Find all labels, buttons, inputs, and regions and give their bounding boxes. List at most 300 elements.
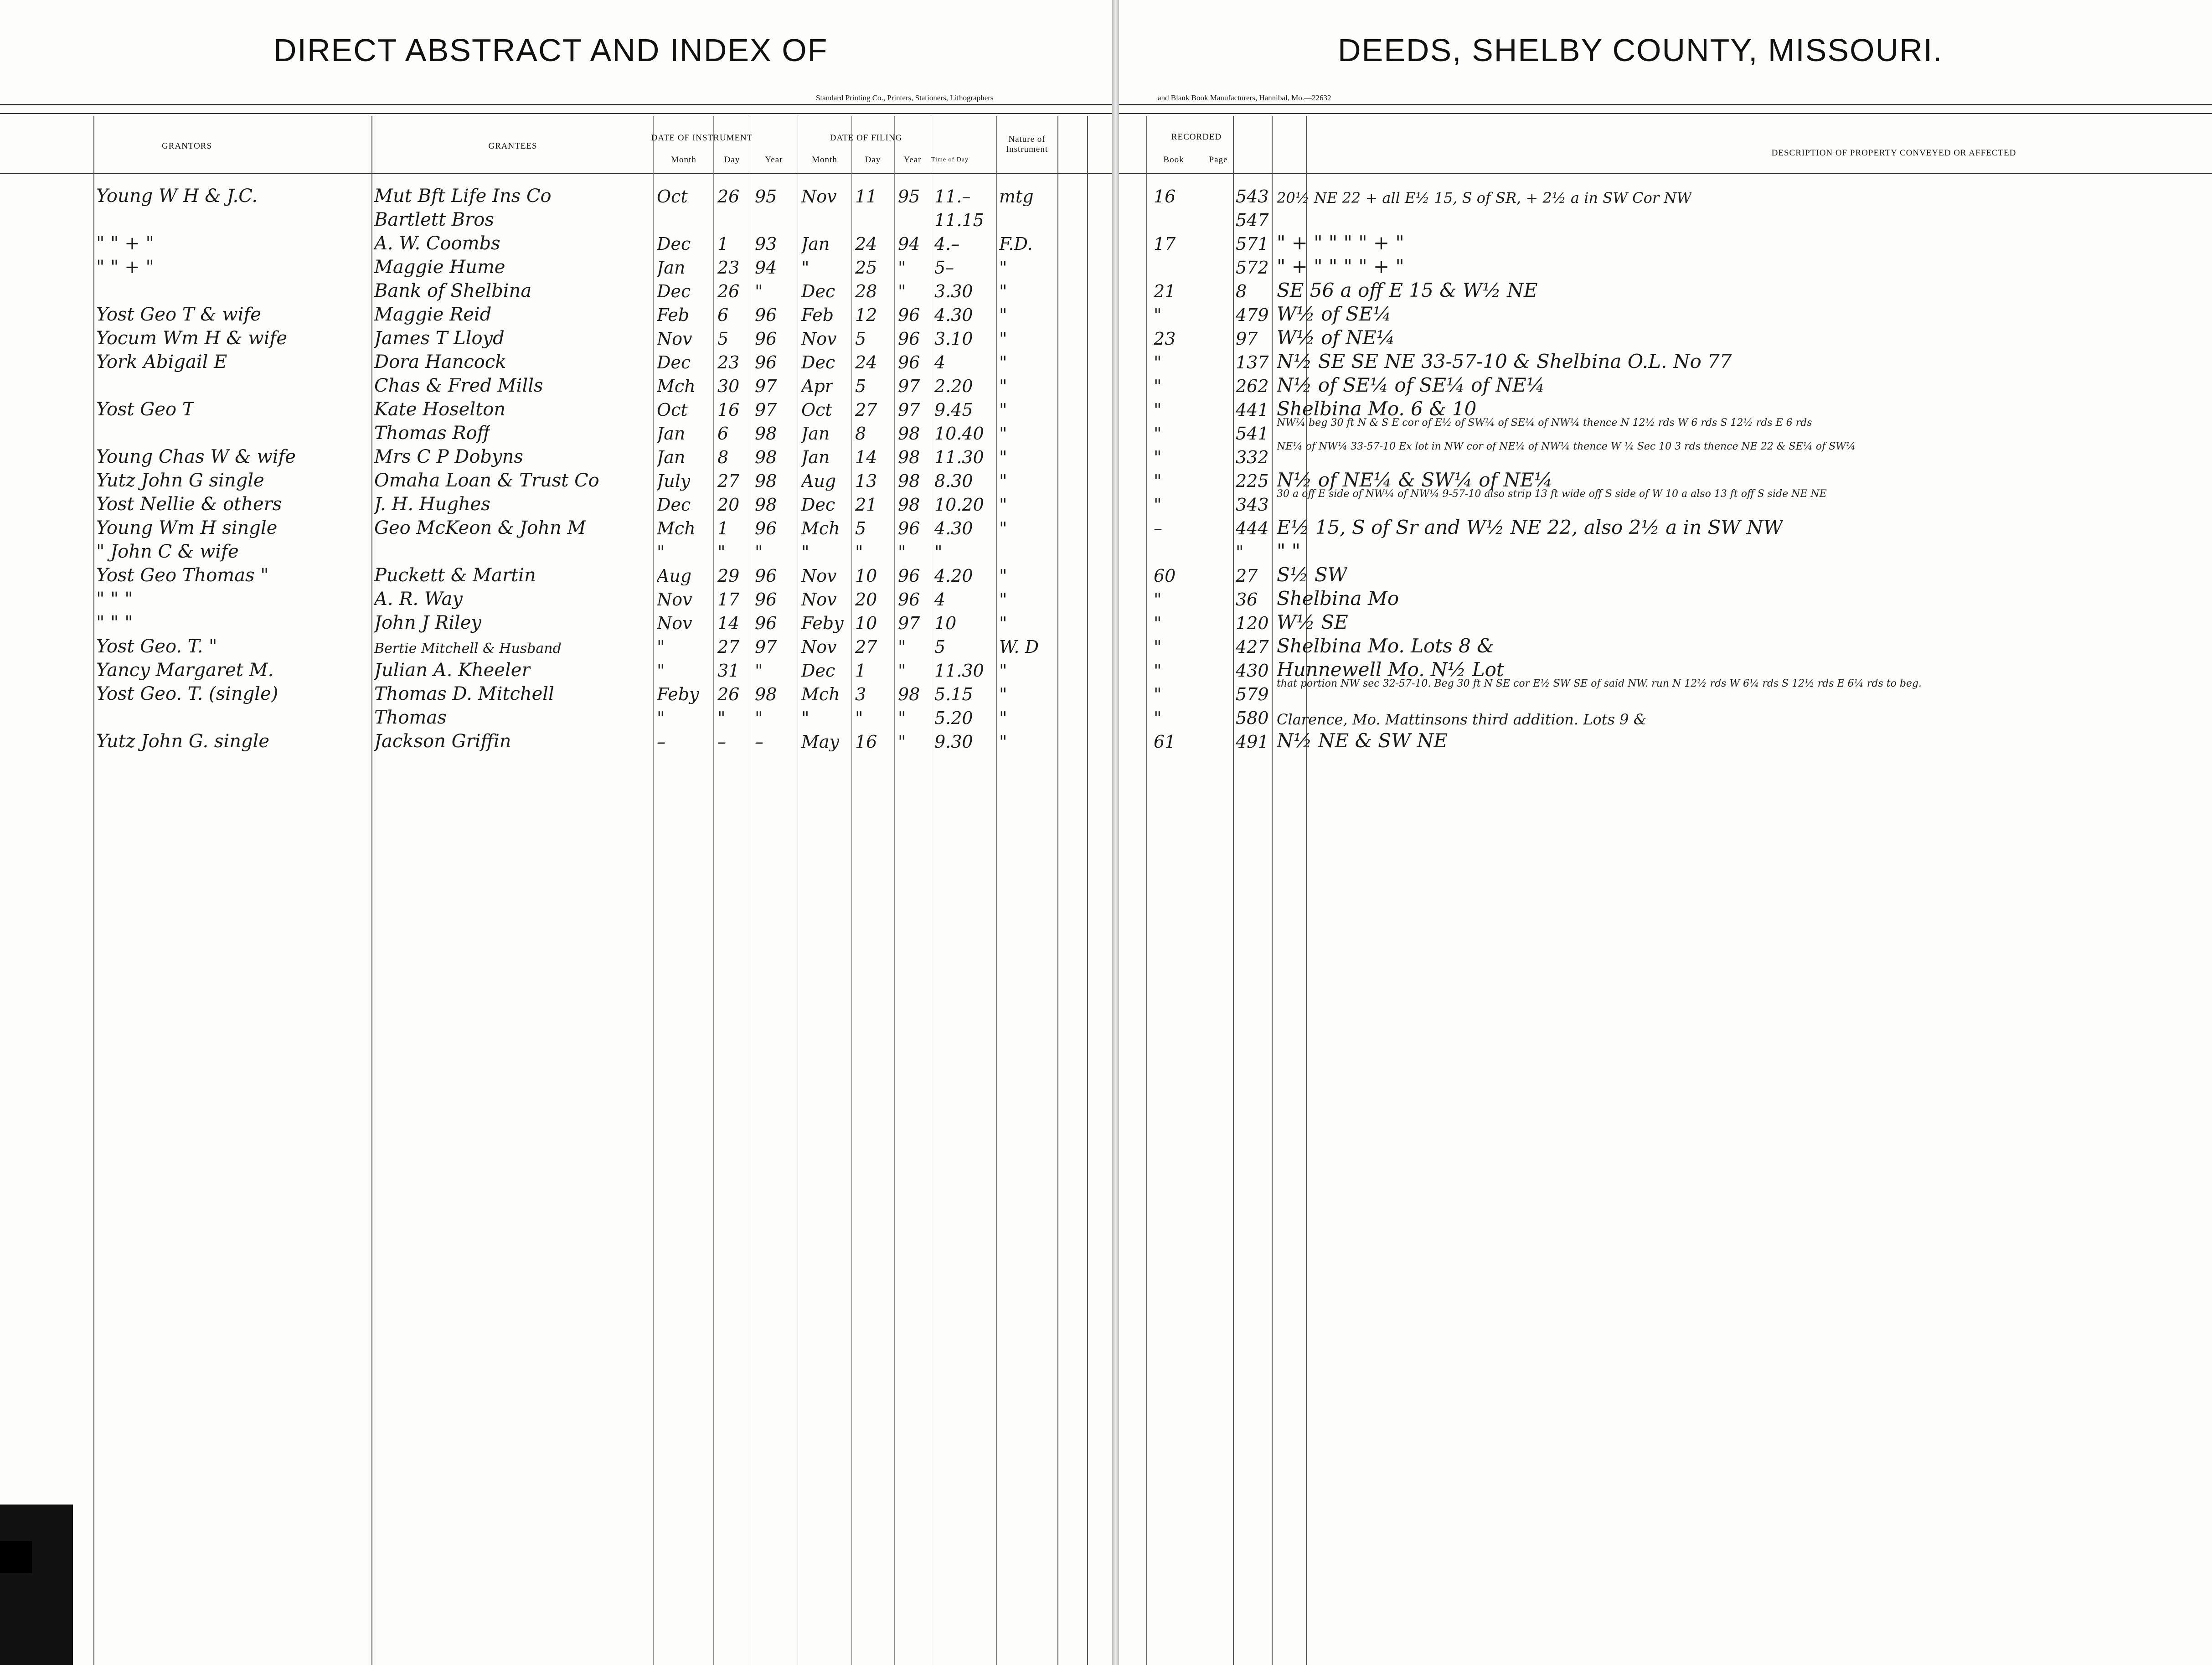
entry-im-cell: Feby bbox=[657, 685, 699, 704]
column-header-page: Page bbox=[1209, 155, 1228, 165]
entry-nat-cell: " bbox=[999, 400, 1007, 419]
entry-fd-cell: 1 bbox=[855, 661, 866, 680]
entry-grantee-cell: A. R. Way bbox=[374, 589, 463, 609]
entry-pg-cell: 427 bbox=[1236, 637, 1269, 657]
entry-grantor-cell: Yutz John G single bbox=[96, 471, 264, 491]
entry-fm-cell: Jan bbox=[801, 234, 830, 253]
entry-grantee-cell: James T Lloyd bbox=[374, 328, 505, 348]
entry-nat-cell: " bbox=[999, 661, 1007, 680]
entry-nat-cell: " bbox=[999, 424, 1007, 443]
entry-fd-cell: 12 bbox=[855, 305, 877, 325]
right-page-title: DEEDS, SHELBY COUNTY, MISSOURI. bbox=[1338, 32, 1943, 68]
entry-im-cell: Dec bbox=[657, 495, 691, 514]
entry-fy-cell: " bbox=[898, 708, 906, 728]
entry-pg-cell: 571 bbox=[1236, 234, 1269, 253]
entry-im-cell: " bbox=[657, 637, 665, 657]
entry-id-cell: 26 bbox=[717, 282, 740, 301]
entry-fd-cell: 24 bbox=[855, 234, 877, 253]
entry-pg-cell: 547 bbox=[1236, 211, 1269, 230]
entry-nat-cell: " bbox=[999, 590, 1007, 609]
entry-iy-cell: 98 bbox=[755, 448, 777, 467]
entry-iy-cell: " bbox=[755, 661, 763, 680]
entry-bk-cell: 60 bbox=[1154, 566, 1176, 585]
entry-pg-cell: 262 bbox=[1236, 377, 1269, 396]
entry-nat-cell: " bbox=[999, 258, 1007, 277]
entry-id-cell: 29 bbox=[717, 566, 740, 585]
entry-grantee-cell: Mut Bft Life Ins Co bbox=[374, 186, 552, 206]
column-rule bbox=[653, 116, 654, 1665]
entry-im-cell: Dec bbox=[657, 282, 691, 301]
entry-grantee-cell: Bartlett Bros bbox=[374, 210, 494, 230]
entry-fm-cell: Mch bbox=[801, 519, 840, 538]
entry-fm-cell: Mch bbox=[801, 685, 840, 704]
entry-fm-cell: " bbox=[801, 258, 810, 277]
column-header-year: Year bbox=[765, 155, 783, 165]
entry-pg-cell: 137 bbox=[1236, 353, 1269, 372]
entry-bk-cell: 17 bbox=[1154, 234, 1176, 253]
entry-id-cell: 1 bbox=[717, 234, 729, 253]
entry-bk-cell: " bbox=[1154, 685, 1162, 704]
column-rule bbox=[1087, 116, 1088, 1665]
entry-iy-cell: 96 bbox=[755, 305, 777, 325]
entry-im-cell: – bbox=[657, 732, 665, 751]
entry-t-cell: 3.10 bbox=[934, 329, 973, 348]
entry-im-cell: Jan bbox=[657, 258, 686, 277]
entry-im-cell: Oct bbox=[657, 187, 688, 206]
entry-pg-cell: 441 bbox=[1236, 400, 1269, 419]
entry-iy-cell: 97 bbox=[755, 400, 777, 419]
entry-nat-cell: " bbox=[999, 732, 1007, 751]
column-header-date-instrument: DATE OF INSTRUMENT bbox=[651, 133, 753, 143]
entry-bk-cell: " bbox=[1154, 305, 1162, 325]
entry-grantor-cell: Young W H & J.C. bbox=[96, 186, 258, 206]
entry-grantee-cell: Bertie Mitchell & Husband bbox=[374, 641, 562, 657]
entry-desc-cell: N½ of NE¼ & SW¼ of NE¼ bbox=[1277, 470, 1553, 491]
entry-iy-cell: 96 bbox=[755, 590, 777, 609]
entry-iy-cell: 98 bbox=[755, 471, 777, 491]
entry-iy-cell: " bbox=[755, 282, 763, 301]
entry-fm-cell: Dec bbox=[801, 282, 835, 301]
entry-fm-cell: Dec bbox=[801, 353, 835, 372]
entry-grantor-cell: Yost Nellie & others bbox=[96, 494, 282, 514]
entry-fd-cell: 14 bbox=[855, 448, 877, 467]
entry-fd-cell: 24 bbox=[855, 353, 877, 372]
entry-bk-cell: " bbox=[1154, 708, 1162, 728]
entry-grantor-cell: Yost Geo. T. " bbox=[96, 636, 217, 657]
right-imprint: and Blank Book Manufacturers, Hannibal, Mo.—22632 bbox=[1158, 93, 1331, 102]
entry-desc-cell: NE¼ of NW¼ 33-57-10 Ex lot in NW cor of NE¼ of NW¼ thence W ¼ Sec 10 3 rds thence NE 22 & SE¼ of SW¼ bbox=[1277, 441, 1856, 452]
entry-fy-cell: " bbox=[898, 258, 906, 277]
entry-im-cell: Mch bbox=[657, 519, 696, 538]
entry-fd-cell: 5 bbox=[855, 519, 866, 538]
entry-pg-cell: 225 bbox=[1236, 471, 1269, 491]
entry-bk-cell: " bbox=[1154, 471, 1162, 491]
column-header-book: Book bbox=[1163, 155, 1184, 165]
entry-pg-cell: 579 bbox=[1236, 685, 1269, 704]
entry-fy-cell: 98 bbox=[898, 448, 920, 467]
entry-t-cell: 11.30 bbox=[934, 661, 984, 680]
column-rule bbox=[713, 116, 714, 1665]
entry-grantor-cell: " " " bbox=[96, 613, 133, 633]
entry-t-cell: 5.15 bbox=[934, 685, 973, 704]
entry-t-cell: " bbox=[934, 543, 943, 562]
column-header-description: DESCRIPTION OF PROPERTY CONVEYED OR AFFECTED bbox=[1771, 148, 2016, 158]
entry-nat-cell: " bbox=[999, 377, 1007, 396]
entry-id-cell: 6 bbox=[717, 305, 729, 325]
entry-desc-cell: 20½ NE 22 + all E½ 15, S of SR, + 2½ a in SW Cor NW bbox=[1277, 190, 1692, 206]
entry-grantor-cell: Young Chas W & wife bbox=[96, 447, 296, 467]
entry-im-cell: Jan bbox=[657, 424, 686, 443]
entry-grantor-cell: " John C & wife bbox=[96, 542, 239, 562]
entry-fm-cell: Nov bbox=[801, 329, 837, 348]
entry-nat-cell: W. D bbox=[999, 637, 1039, 657]
entry-fy-cell: 96 bbox=[898, 329, 920, 348]
entry-im-cell: Nov bbox=[657, 614, 692, 633]
entry-fy-cell: " bbox=[898, 732, 906, 751]
entry-id-cell: 8 bbox=[717, 448, 729, 467]
entry-fd-cell: 13 bbox=[855, 471, 877, 491]
entry-fy-cell: " bbox=[898, 637, 906, 657]
entry-pg-cell: 343 bbox=[1236, 495, 1269, 514]
entry-fy-cell: 96 bbox=[898, 590, 920, 609]
entry-pg-cell: " bbox=[1236, 543, 1244, 562]
entry-fm-cell: Aug bbox=[801, 471, 836, 491]
entry-grantor-cell: Yancy Margaret M. bbox=[96, 660, 274, 680]
top-rule-2 bbox=[0, 113, 1112, 114]
entry-pg-cell: 27 bbox=[1236, 566, 1258, 585]
entry-grantee-cell: Maggie Reid bbox=[374, 305, 492, 325]
entry-im-cell: Jan bbox=[657, 448, 686, 467]
book-gutter bbox=[1112, 0, 1119, 1665]
column-header-date-filing: DATE OF FILING bbox=[830, 133, 902, 143]
entry-fm-cell: Dec bbox=[801, 495, 835, 514]
entry-t-cell: 5.20 bbox=[934, 708, 973, 728]
top-rule bbox=[1119, 104, 2212, 105]
left-imprint: Standard Printing Co., Printers, Stationers, Lithographers bbox=[816, 93, 994, 102]
entry-t-cell: 2.20 bbox=[934, 377, 973, 396]
entry-bk-cell: " bbox=[1154, 614, 1162, 633]
entry-fd-cell: 20 bbox=[855, 590, 877, 609]
entry-fd-cell: 27 bbox=[855, 637, 877, 657]
header-bottom-rule bbox=[0, 173, 1112, 174]
entry-fy-cell: 98 bbox=[898, 471, 920, 491]
entry-fy-cell: 98 bbox=[898, 424, 920, 443]
entry-pg-cell: 543 bbox=[1236, 187, 1269, 206]
entry-fm-cell: Feb bbox=[801, 305, 834, 325]
entry-grantor-cell: " " + " bbox=[96, 233, 154, 253]
entry-bk-cell: " bbox=[1154, 495, 1162, 514]
entry-t-cell: 11.30 bbox=[934, 448, 984, 467]
entry-pg-cell: 572 bbox=[1236, 258, 1269, 277]
entry-nat-cell: " bbox=[999, 614, 1007, 633]
entry-id-cell: 27 bbox=[717, 637, 740, 657]
entry-fd-cell: 8 bbox=[855, 424, 866, 443]
entry-id-cell: 14 bbox=[717, 614, 740, 633]
header-bottom-rule bbox=[1119, 173, 2212, 174]
entry-iy-cell: 96 bbox=[755, 614, 777, 633]
entry-iy-cell: 97 bbox=[755, 377, 777, 396]
entry-fd-cell: 27 bbox=[855, 400, 877, 419]
entry-pg-cell: 430 bbox=[1236, 661, 1269, 680]
entry-bk-cell: 21 bbox=[1154, 282, 1176, 301]
column-header-day: Day bbox=[724, 155, 740, 165]
column-rule bbox=[894, 116, 895, 1665]
entry-fy-cell: 98 bbox=[898, 685, 920, 704]
entry-nat-cell: " bbox=[999, 708, 1007, 728]
column-rule bbox=[1057, 116, 1058, 1665]
entry-fy-cell: 98 bbox=[898, 495, 920, 514]
entry-fm-cell: Nov bbox=[801, 566, 837, 585]
entry-fy-cell: " bbox=[898, 282, 906, 301]
entry-fy-cell: 97 bbox=[898, 400, 920, 419]
entry-im-cell: " bbox=[657, 708, 665, 728]
column-rule bbox=[371, 116, 372, 1665]
entry-nat-cell: F.D. bbox=[999, 234, 1033, 253]
entry-fd-cell: 16 bbox=[855, 732, 877, 751]
entry-im-cell: Nov bbox=[657, 590, 692, 609]
entry-fm-cell: " bbox=[801, 543, 810, 562]
entry-desc-cell: Shelbina Mo. Lots 8 & bbox=[1277, 636, 1494, 657]
entry-fm-cell: Oct bbox=[801, 400, 832, 419]
entry-id-cell: 23 bbox=[717, 353, 740, 372]
entry-bk-cell: " bbox=[1154, 353, 1162, 372]
entry-im-cell: July bbox=[657, 471, 691, 491]
entry-id-cell: 1 bbox=[717, 519, 729, 538]
entry-grantor-cell: Young Wm H single bbox=[96, 518, 278, 538]
entry-pg-cell: 97 bbox=[1236, 329, 1258, 348]
entry-nat-cell: " bbox=[999, 353, 1007, 372]
entry-pg-cell: 541 bbox=[1236, 424, 1269, 443]
entry-iy-cell: 98 bbox=[755, 685, 777, 704]
entry-t-cell: 4 bbox=[934, 353, 946, 372]
entry-grantee-cell: John J Riley bbox=[374, 613, 482, 633]
entry-im-cell: Nov bbox=[657, 329, 692, 348]
entry-grantor-cell: Yost Geo T bbox=[96, 399, 195, 419]
column-header-day: Day bbox=[865, 155, 881, 165]
entry-fd-cell: 21 bbox=[855, 495, 877, 514]
entry-t-cell: 3.30 bbox=[934, 282, 973, 301]
entry-grantee-cell: Chas & Fred Mills bbox=[374, 376, 543, 396]
entry-iy-cell: 97 bbox=[755, 637, 777, 657]
entry-grantor-cell: York Abigail E bbox=[96, 352, 227, 372]
entry-desc-cell: N½ NE & SW NE bbox=[1277, 730, 1448, 751]
entry-id-cell: 5 bbox=[717, 329, 729, 348]
entry-fd-cell: 25 bbox=[855, 258, 877, 277]
entry-fd-cell: 10 bbox=[855, 614, 877, 633]
entry-iy-cell: " bbox=[755, 543, 763, 562]
entry-t-cell: 9.30 bbox=[934, 732, 973, 751]
entry-desc-cell: " + " " " " + " bbox=[1277, 233, 1404, 253]
entry-bk-cell: – bbox=[1154, 519, 1162, 538]
entry-iy-cell: 93 bbox=[755, 234, 777, 253]
entry-nat-cell: " bbox=[999, 329, 1007, 348]
entry-id-cell: " bbox=[717, 708, 726, 728]
entry-bk-cell: " bbox=[1154, 661, 1162, 680]
entry-id-cell: 30 bbox=[717, 377, 740, 396]
entry-grantor-cell: Yost Geo. T. (single) bbox=[96, 684, 278, 704]
entry-fy-cell: " bbox=[898, 661, 906, 680]
entry-id-cell: " bbox=[717, 543, 726, 562]
entry-grantee-cell: Dora Hancock bbox=[374, 352, 506, 372]
entry-bk-cell: " bbox=[1154, 424, 1162, 443]
entry-fm-cell: Nov bbox=[801, 187, 837, 206]
entry-desc-cell: E½ 15, S of Sr and W½ NE 22, also 2½ a in SW NW bbox=[1277, 517, 1783, 538]
entry-fm-cell: Jan bbox=[801, 448, 830, 467]
entry-grantee-cell: Maggie Hume bbox=[374, 257, 505, 277]
entry-fd-cell: " bbox=[855, 543, 863, 562]
entry-t-cell: 5– bbox=[934, 258, 954, 277]
entry-t-cell: 10.40 bbox=[934, 424, 984, 443]
entry-t-cell: 10 bbox=[934, 614, 957, 633]
entry-bk-cell: 16 bbox=[1154, 187, 1176, 206]
entry-grantee-cell: Puckett & Martin bbox=[374, 565, 536, 585]
entry-id-cell: 16 bbox=[717, 400, 740, 419]
column-rule bbox=[851, 116, 852, 1665]
entry-bk-cell: " bbox=[1154, 590, 1162, 609]
column-rule bbox=[93, 116, 94, 1665]
entry-id-cell: 26 bbox=[717, 685, 740, 704]
column-header-time-of-day: Time of Day bbox=[931, 156, 969, 163]
entry-nat-cell: " bbox=[999, 282, 1007, 301]
entry-grantee-cell: Mrs C P Dobyns bbox=[374, 447, 523, 467]
entry-fd-cell: 3 bbox=[855, 685, 866, 704]
column-header-grantors: GRANTORS bbox=[161, 141, 212, 151]
entry-id-cell: 17 bbox=[717, 590, 740, 609]
column-rule bbox=[1272, 116, 1273, 1665]
entry-pg-cell: 120 bbox=[1236, 614, 1269, 633]
entry-grantee-cell: Thomas Roff bbox=[374, 423, 490, 443]
binder-tab bbox=[0, 1541, 32, 1573]
entry-nat-cell: " bbox=[999, 495, 1007, 514]
entry-grantor-cell: Yost Geo Thomas " bbox=[96, 565, 269, 585]
entry-fd-cell: 5 bbox=[855, 377, 866, 396]
entry-fy-cell: 96 bbox=[898, 519, 920, 538]
entry-nat-cell: " bbox=[999, 305, 1007, 325]
entry-fm-cell: Feby bbox=[801, 614, 844, 633]
entry-grantee-cell: Omaha Loan & Trust Co bbox=[374, 471, 599, 491]
entry-pg-cell: 332 bbox=[1236, 448, 1269, 467]
entry-iy-cell: – bbox=[755, 732, 763, 751]
entry-grantor-cell: " " " bbox=[96, 589, 133, 609]
top-rule bbox=[0, 104, 1112, 105]
entry-desc-cell: W½ of SE¼ bbox=[1277, 304, 1392, 325]
entry-id-cell: 23 bbox=[717, 258, 740, 277]
entry-desc-cell: S½ SW bbox=[1277, 564, 1347, 585]
entry-fy-cell: 96 bbox=[898, 305, 920, 325]
entry-fd-cell: " bbox=[855, 708, 863, 728]
entry-bk-cell: " bbox=[1154, 377, 1162, 396]
entry-desc-cell: W½ SE bbox=[1277, 612, 1348, 633]
entry-t-cell: 8.30 bbox=[934, 471, 973, 491]
binder-edge bbox=[0, 1505, 73, 1665]
entry-im-cell: Feb bbox=[657, 305, 690, 325]
entry-desc-cell: " + " " " " + " bbox=[1277, 256, 1404, 277]
column-header-recorded: RECORDED bbox=[1171, 132, 1222, 142]
column-header-month: Month bbox=[671, 155, 696, 165]
entry-fd-cell: 11 bbox=[855, 187, 877, 206]
entry-bk-cell: " bbox=[1154, 637, 1162, 657]
entry-fm-cell: Jan bbox=[801, 424, 830, 443]
entry-grantee-cell: Jackson Griffin bbox=[374, 731, 511, 751]
left-page-title: DIRECT ABSTRACT AND INDEX OF bbox=[273, 32, 828, 68]
entry-t-cell: 4.30 bbox=[934, 519, 973, 538]
entry-grantee-cell: Kate Hoselton bbox=[374, 399, 506, 419]
entry-im-cell: Dec bbox=[657, 353, 691, 372]
entry-t-cell: 4.30 bbox=[934, 305, 973, 325]
entry-desc-cell: Shelbina Mo. 6 & 10 bbox=[1277, 398, 1477, 419]
entry-t-cell: 4 bbox=[934, 590, 946, 609]
entry-desc-cell: N½ SE SE NE 33-57-10 & Shelbina O.L. No 77 bbox=[1277, 351, 1732, 372]
entry-nat-cell: " bbox=[999, 685, 1007, 704]
entry-fy-cell: 95 bbox=[898, 187, 920, 206]
entry-fy-cell: 96 bbox=[898, 566, 920, 585]
entry-grantee-cell: J. H. Hughes bbox=[374, 494, 490, 514]
entry-t-cell: 11.15 bbox=[934, 211, 984, 230]
entry-grantee-cell: Geo McKeon & John M bbox=[374, 518, 586, 538]
entry-iy-cell: 98 bbox=[755, 495, 777, 514]
entry-id-cell: 31 bbox=[717, 661, 740, 680]
entry-pg-cell: 580 bbox=[1236, 708, 1269, 728]
entry-bk-cell: " bbox=[1154, 448, 1162, 467]
entry-fd-cell: 10 bbox=[855, 566, 877, 585]
column-header-year: Year bbox=[903, 155, 922, 165]
entry-nat-cell: mtg bbox=[999, 187, 1034, 206]
column-rule bbox=[996, 116, 997, 1665]
column-header-grantees: GRANTEES bbox=[488, 141, 537, 151]
column-rule bbox=[1233, 116, 1234, 1665]
entry-grantee-cell: A. W. Coombs bbox=[374, 233, 500, 253]
entry-t-cell: 9.45 bbox=[934, 400, 973, 419]
entry-desc-cell: that portion NW sec 32-57-10. Beg 30 ft N SE cor E½ SW SE of said NW. run N 12½ rds W 6¼ rds S 12½ rds E 6¼ rds to beg. bbox=[1277, 678, 1922, 689]
entry-fm-cell: Nov bbox=[801, 637, 837, 657]
entry-grantor-cell: Yost Geo T & wife bbox=[96, 305, 261, 325]
entry-t-cell: 10.20 bbox=[934, 495, 984, 514]
entry-nat-cell: " bbox=[999, 519, 1007, 538]
column-rule bbox=[1306, 116, 1307, 1665]
entry-id-cell: – bbox=[717, 732, 726, 751]
entry-fy-cell: " bbox=[898, 543, 906, 562]
entry-im-cell: Mch bbox=[657, 377, 696, 396]
entry-fm-cell: May bbox=[801, 732, 840, 751]
entry-desc-cell: N½ of SE¼ of SE¼ of NE¼ bbox=[1277, 375, 1545, 396]
entry-iy-cell: 96 bbox=[755, 566, 777, 585]
entry-iy-cell: 96 bbox=[755, 329, 777, 348]
column-rule bbox=[1146, 116, 1147, 1665]
entry-bk-cell: 23 bbox=[1154, 329, 1176, 348]
entry-bk-cell: 61 bbox=[1154, 732, 1176, 751]
entry-fy-cell: 96 bbox=[898, 353, 920, 372]
entry-iy-cell: 96 bbox=[755, 353, 777, 372]
entry-id-cell: 20 bbox=[717, 495, 740, 514]
entry-grantee-cell: Thomas bbox=[374, 708, 447, 728]
entry-nat-cell: " bbox=[999, 471, 1007, 491]
entry-t-cell: 4.– bbox=[934, 234, 960, 253]
entry-pg-cell: 444 bbox=[1236, 519, 1269, 538]
entry-desc-cell: Shelbina Mo bbox=[1277, 588, 1399, 609]
entry-im-cell: Aug bbox=[657, 566, 692, 585]
entry-fd-cell: 28 bbox=[855, 282, 877, 301]
top-rule-2 bbox=[1119, 113, 2212, 114]
entry-im-cell: Oct bbox=[657, 400, 688, 419]
entry-pg-cell: 8 bbox=[1236, 282, 1247, 301]
entry-grantor-cell: " " + " bbox=[96, 257, 154, 277]
column-header-nature: Nature of Instrument bbox=[1005, 134, 1048, 154]
entry-iy-cell: 98 bbox=[755, 424, 777, 443]
entry-grantee-cell: Bank of Shelbina bbox=[374, 281, 532, 301]
entry-t-cell: 11.– bbox=[934, 187, 971, 206]
entry-pg-cell: 479 bbox=[1236, 305, 1269, 325]
entry-iy-cell: 94 bbox=[755, 258, 777, 277]
